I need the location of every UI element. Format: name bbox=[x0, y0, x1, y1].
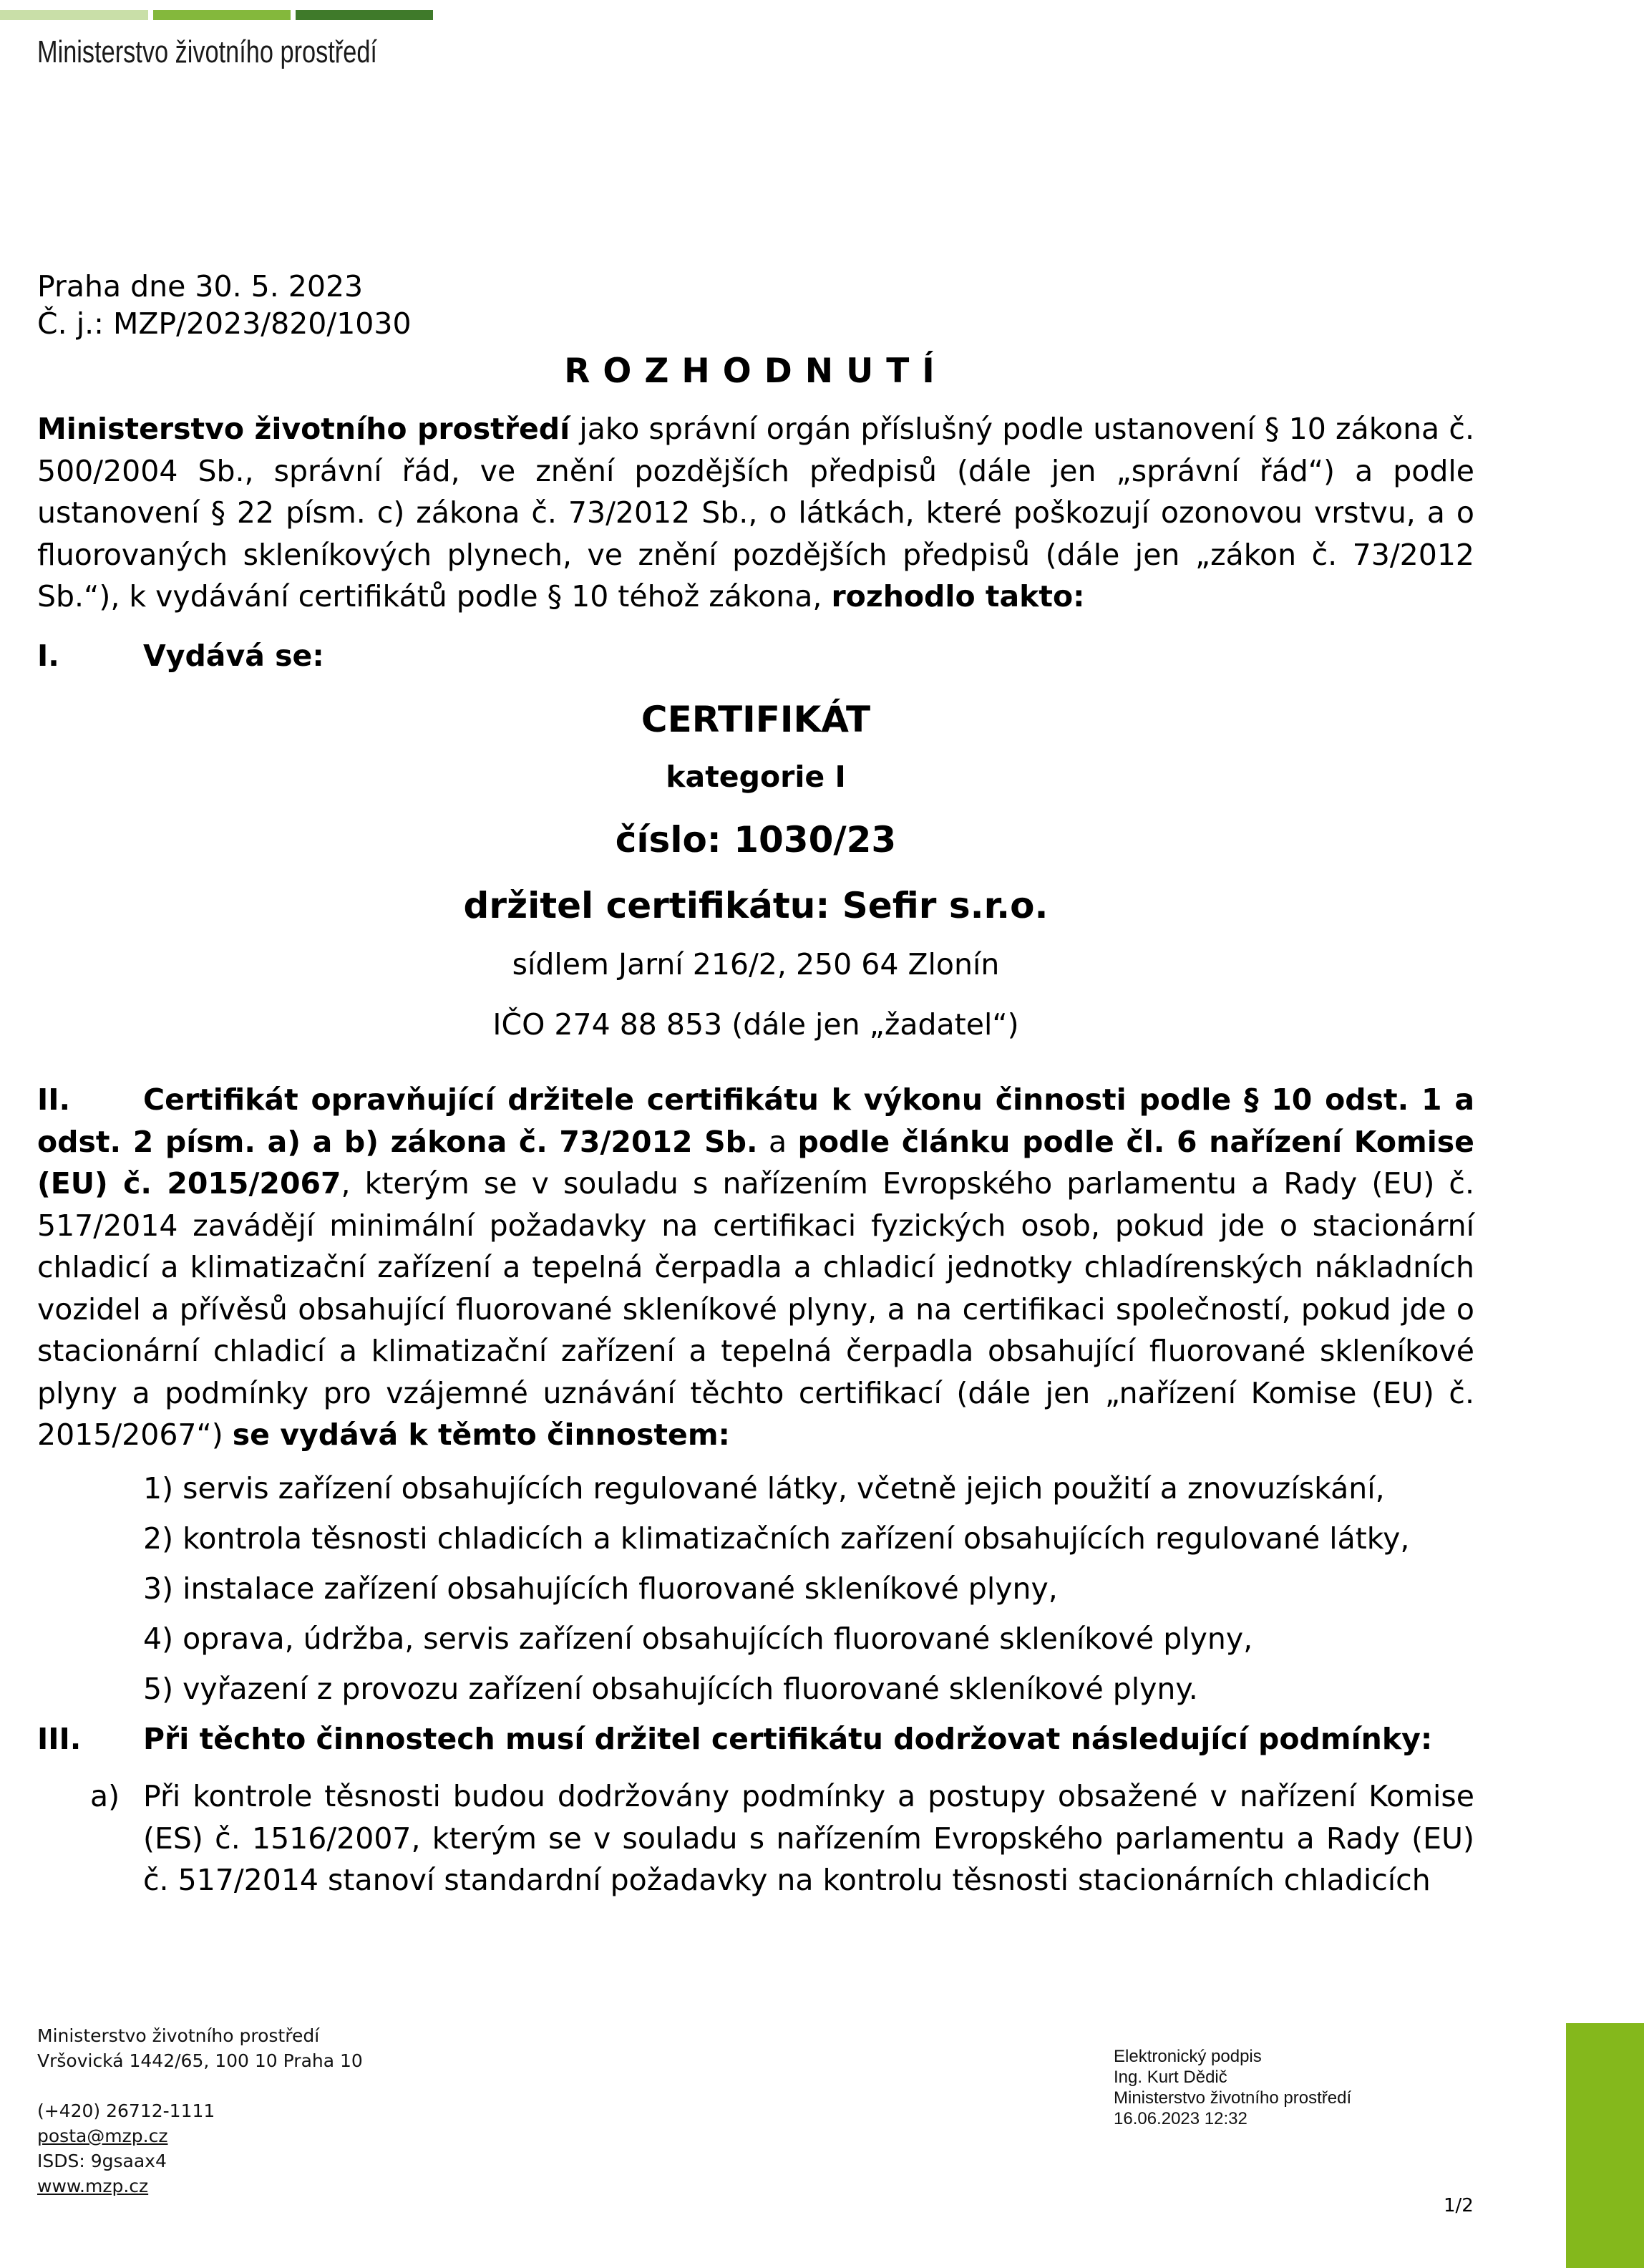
signature-label: Elektronický podpis bbox=[1114, 2047, 1262, 2066]
section-2-number: II. bbox=[37, 1082, 71, 1117]
green-accent-block bbox=[1566, 2023, 1644, 2268]
holder-address: sídlem Jarní 216/2, 250 64 Zlonín bbox=[512, 947, 1000, 982]
footer-email-link[interactable]: posta@mzp.cz bbox=[37, 2126, 168, 2146]
holder-ico: IČO 274 88 853 (dále jen „žadatel“) bbox=[492, 1007, 1019, 1042]
footer-org: Ministerstvo životního prostředí bbox=[37, 2025, 320, 2046]
list-item: 4) oprava, údržba, servis zařízení obsahujících fluorované skleníkové plyny, bbox=[143, 1621, 1253, 1656]
section-3-number: III. bbox=[37, 1721, 82, 1756]
place-date: Praha dne 30. 5. 2023 bbox=[37, 269, 364, 304]
certificate-number: číslo: 1030/23 bbox=[615, 819, 897, 861]
brand-bar-light bbox=[0, 10, 148, 20]
condition-a-text: Při kontrole těsnosti budou dodržovány podmínky a postupy obsažené v nařízení Komise (ES) č. 1516/2007, kterým se v souladu s nařízením Evropského parlamentu a Rady (EU) č. 517/2014 stanoví standardní požadavky na kontrolu těsnosti stacionárních chladicích bbox=[143, 1779, 1474, 1897]
intro-text: jako správní orgán příslušný podle ustanovení § 10 zákona č. 500/2004 Sb., správní řád, ve znění pozdějších předpisů (dále jen „správní řád“) a podle ustanovení § 22 písm. c) zákona č. 73/2012 Sb., o látkách, které poškozují ozonovou vrstvu, a o fluorovaných skleníkových plynech, ve znění pozdějších předpisů (dále jen „zákon č. 73/2012 Sb.“), k vydávání certifikátů podle § 10 téhož zákona, bbox=[37, 412, 1474, 614]
footer-contact bbox=[37, 2023, 363, 2199]
activity-list bbox=[37, 1463, 1474, 1714]
signature-date: 16.06.2023 12:32 bbox=[1114, 2109, 1247, 2128]
section-3 bbox=[37, 1718, 1474, 1760]
authority-name: Ministerstvo životního prostředí bbox=[37, 412, 570, 446]
section-1-number: I. bbox=[37, 638, 59, 673]
brand-bar-mid bbox=[153, 10, 291, 20]
list-item: 5) vyřazení z provozu zařízení obsahujících fluorované skleníkové plyny. bbox=[143, 1671, 1198, 1706]
list-item: 1) servis zařízení obsahujících regulované látky, včetně jejich použití a znovuzískání, bbox=[143, 1470, 1385, 1506]
reference-number: Č. j.: MZP/2023/820/1030 bbox=[37, 306, 412, 341]
document-body bbox=[37, 268, 1474, 1901]
list-item: 3) instalace zařízení obsahujících fluorované skleníkové plyny, bbox=[143, 1571, 1058, 1606]
decision-phrase: rozhodlo takto: bbox=[831, 579, 1085, 614]
footer-isds: ISDS: 9gsaax4 bbox=[37, 2151, 167, 2171]
certificate-holder: držitel certifikátu: Sefir s.r.o. bbox=[463, 885, 1049, 926]
section-2-bold-2: podle článku podle čl. 6 nařízení Komise (EU) č. 2015/2067 bbox=[37, 1124, 1474, 1201]
section-3-title: Při těchto činnostech musí držitel certifikátu dodržovat následující podmínky: bbox=[143, 1721, 1433, 1756]
brand-bar-dark bbox=[296, 10, 433, 20]
section-2-text-2: , kterým se v souladu s nařízením Evropského parlamentu a Rady (EU) č. 517/2014 zavádějí minimální požadavky na certifikaci fyzických osob, pokud jde o stacionární chladicí a klimatizační zařízení a tepelná čerpadla a chladicí jednotky chladírenských nákladních vozidel a přívěsů obsahující fluorované skleníkové plyny, a na certifikaci společností, pokud jde o stacionární chladicí a klimatizační zařízení a tepelná čerpadla obsahující fluorované skleníkové plyny a podmínky pro vzájemné uznávání těchto certifikací (dále jen „nařízení Komise (EU) č. 2015/2067“) bbox=[37, 1166, 1474, 1452]
certificate-category: kategorie I bbox=[666, 760, 846, 794]
section-2-bold-3: se vydává k těmto činnostem: bbox=[232, 1418, 730, 1452]
footer-address: Vršovická 1442/65, 100 10 Praha 10 bbox=[37, 2050, 363, 2071]
document-title: ROZHODNUTÍ bbox=[564, 352, 948, 391]
page-number: 1/2 bbox=[1444, 2195, 1474, 2216]
condition-a bbox=[37, 1775, 1474, 1901]
list-item: 2) kontrola těsnosti chladicích a klimatizačních zařízení obsahujících regulované látky, bbox=[143, 1521, 1410, 1556]
section-2-bold-1: Certifikát opravňující držitele certifikátu k výkonu činnosti podle § 10 odst. 1 a odst. 2 písm. a) a b) zákona č. 73/2012 Sb. bbox=[37, 1082, 1474, 1159]
section-2-text-1: a bbox=[757, 1124, 798, 1159]
section-2 bbox=[37, 1079, 1474, 1456]
signature-name: Ing. Kurt Dědič bbox=[1114, 2068, 1227, 2087]
electronic-signature bbox=[1114, 2046, 1351, 2129]
signature-org: Ministerstvo životního prostředí bbox=[1114, 2088, 1352, 2108]
section-1 bbox=[37, 635, 1474, 677]
ministry-logo: Ministerstvo životního prostředí bbox=[37, 34, 377, 69]
section-1-title: Vydává se: bbox=[143, 638, 324, 673]
footer-phone: (+420) 26712-1111 bbox=[37, 2100, 215, 2121]
condition-a-letter: a) bbox=[90, 1779, 120, 1813]
footer-web-link[interactable]: www.mzp.cz bbox=[37, 2176, 149, 2196]
certificate-heading: CERTIFIKÁT bbox=[641, 699, 871, 740]
intro-paragraph bbox=[37, 408, 1474, 618]
